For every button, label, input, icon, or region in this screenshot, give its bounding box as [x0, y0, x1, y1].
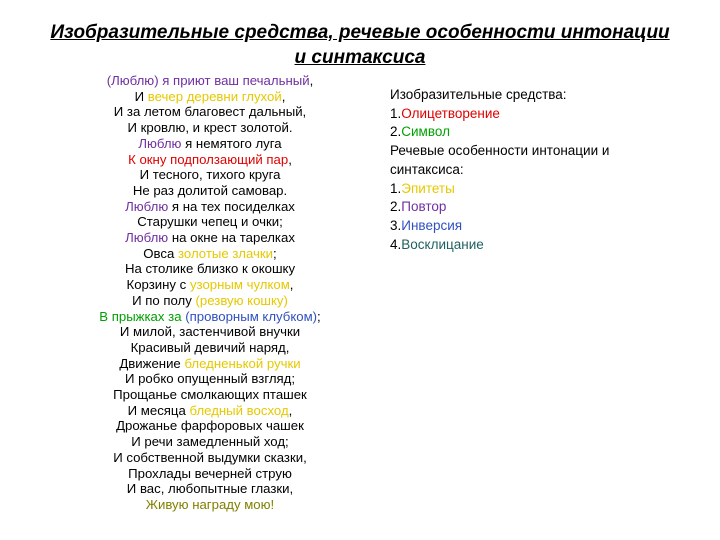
poem-line	[60, 136, 360, 152]
text-segment: (Люблю) я приют ваш печальный	[106, 73, 310, 88]
text-segment: И за летом благовест дальный,	[113, 104, 307, 120]
text-segment: бледненькой ручки	[184, 355, 301, 371]
poem-line	[60, 73, 360, 89]
text-segment: Люблю	[138, 135, 182, 151]
text-segment: Восклицание	[401, 236, 484, 252]
text-segment: Инверсия	[401, 217, 463, 233]
text-segment: 2.	[390, 199, 402, 215]
text-segment: синтаксиса:	[390, 161, 464, 177]
legend-row	[390, 142, 690, 161]
text-segment: Движение	[119, 355, 185, 371]
poem-line	[60, 152, 360, 168]
poem-line	[60, 104, 360, 120]
text-segment: (проворным клубком)	[185, 308, 318, 324]
poem-line	[60, 167, 360, 183]
poem-line	[60, 340, 360, 356]
text-segment: В прыжках за	[99, 308, 186, 324]
legend-row	[390, 236, 690, 255]
poem-line	[60, 371, 360, 387]
legend-row	[390, 86, 690, 105]
text-segment: И милой, застенчивой внучки	[119, 324, 301, 340]
text-segment: Старушки чепец и очки;	[137, 214, 283, 230]
text-segment: Люблю	[125, 198, 169, 214]
text-segment: Корзину с	[126, 277, 190, 293]
legend-row	[390, 198, 690, 217]
poem-line	[60, 89, 360, 105]
text-segment: ,	[288, 151, 292, 167]
poem-line	[60, 356, 360, 372]
text-segment: И месяца	[127, 402, 190, 418]
text-segment: Овса	[143, 245, 179, 261]
poem-line	[60, 466, 360, 482]
devices-legend	[390, 86, 690, 254]
text-segment: узорным чулком	[189, 277, 290, 293]
text-segment: Дрожанье фарфоровых чашек	[116, 418, 304, 434]
poem-line	[60, 120, 360, 136]
text-segment: Прощанье смолкающих пташек	[113, 387, 307, 403]
slide-title-line-1: Изобразительные средства, речевые особенности интонации	[50, 22, 670, 43]
poem-line	[60, 199, 360, 215]
text-segment: ,	[288, 402, 293, 418]
text-segment: Красивый девичий наряд,	[130, 339, 290, 355]
poem-line	[60, 183, 360, 199]
text-segment: И тесного, тихого круга	[139, 167, 281, 183]
legend-row	[390, 161, 690, 180]
text-segment: И речи замедленный ход;	[131, 434, 289, 450]
text-segment: Прохлады вечерней струю	[128, 465, 292, 481]
poem-line	[60, 277, 360, 293]
text-segment: я немятого луга	[181, 135, 282, 151]
text-segment: 1.	[390, 105, 402, 121]
poem-line	[60, 418, 360, 434]
legend-row	[390, 180, 690, 199]
text-segment: ;	[317, 308, 321, 324]
poem-line	[60, 261, 360, 277]
text-segment: Живую награду мою!	[145, 496, 275, 512]
slide-title	[30, 20, 690, 70]
poem-line	[60, 481, 360, 497]
poem-line	[60, 214, 360, 230]
text-segment: 2.	[390, 124, 402, 140]
text-segment: И вас, любопытные глазки,	[126, 481, 294, 497]
text-segment: 4.	[390, 236, 402, 252]
text-segment: На столике близко к окошку	[124, 261, 296, 277]
poem-line	[60, 434, 360, 450]
text-segment: И кровлю, и крест золотой.	[127, 120, 293, 136]
text-segment: ;	[273, 245, 277, 261]
text-segment: И по полу	[132, 292, 196, 308]
text-segment: Речевые особенности интонации и	[390, 143, 610, 159]
text-segment: И	[134, 88, 148, 104]
poem-line	[60, 309, 360, 325]
text-segment: Люблю	[125, 230, 169, 246]
text-segment: золотые злачки	[178, 245, 274, 261]
poem-line	[60, 293, 360, 309]
poem-line	[60, 497, 360, 513]
poem-line	[60, 324, 360, 340]
text-segment: 3.	[390, 217, 402, 233]
text-segment: Эпитеты	[401, 180, 455, 196]
text-segment: И собственной выдумки сказки,	[113, 449, 307, 465]
text-segment: Повтор	[401, 199, 447, 215]
text-segment: ,	[281, 88, 286, 104]
text-segment: Изобразительные средства:	[390, 87, 567, 102]
text-segment: (резвую кошку)	[195, 292, 288, 308]
text-segment: Олицетворение	[401, 105, 500, 121]
text-segment: И робко опущенный взгляд;	[124, 371, 296, 387]
text-segment: бледный восход	[189, 402, 289, 418]
text-segment: ,	[289, 277, 294, 293]
legend-row	[390, 123, 690, 142]
text-segment: 1.	[390, 180, 402, 196]
poem-text	[60, 73, 360, 513]
text-segment: К окну подползающий пар	[128, 151, 289, 167]
legend-row	[390, 105, 690, 124]
text-segment: Символ	[401, 124, 450, 140]
text-segment: на окне на тарелках	[168, 230, 295, 246]
poem-line	[60, 450, 360, 466]
poem-line	[60, 403, 360, 419]
slide-title-line-2: и синтаксиса	[294, 47, 426, 68]
legend-row	[390, 217, 690, 236]
text-segment: я на тех посиделках	[168, 198, 295, 214]
poem-line	[60, 230, 360, 246]
text-segment: ,	[309, 73, 314, 88]
poem-line	[60, 387, 360, 403]
text-segment: Не раз долитой самовар.	[132, 182, 288, 198]
poem-line	[60, 246, 360, 262]
text-segment: вечер деревни глухой	[147, 88, 282, 104]
